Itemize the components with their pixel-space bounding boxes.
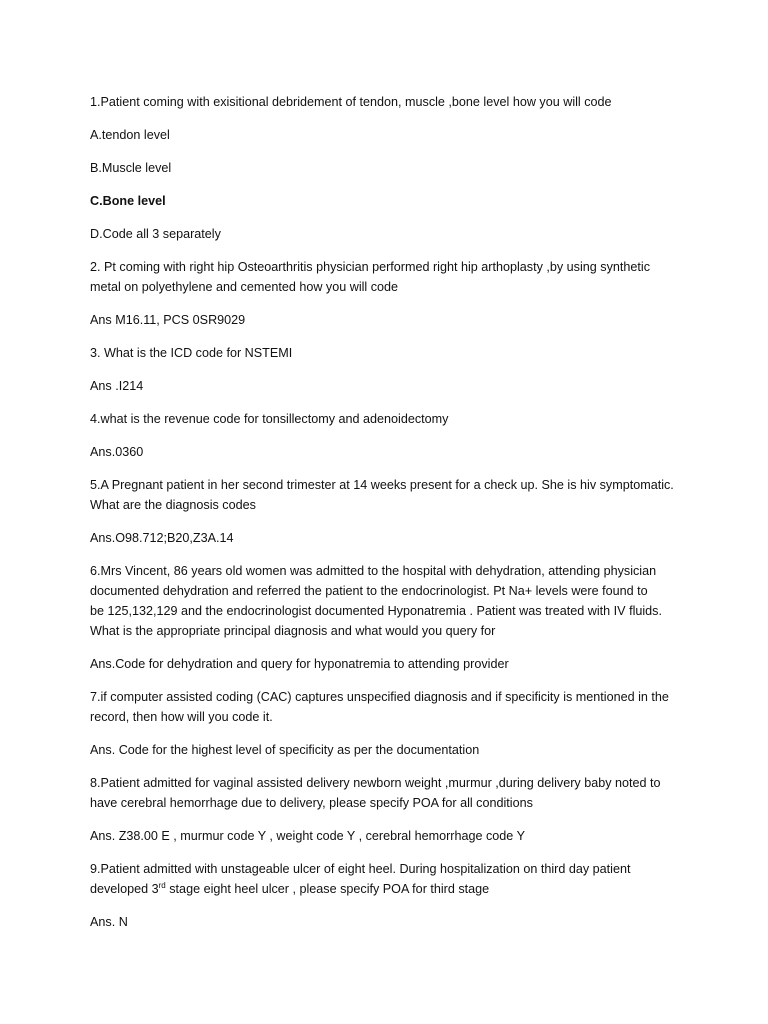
question-3: 3. What is the ICD code for NSTEMI	[90, 346, 293, 360]
answer-9: Ans. N	[90, 915, 128, 929]
question-2	[90, 257, 690, 297]
q6-line-4: What is the appropriate principal diagnosis and what would you query for	[90, 624, 496, 638]
q8-line-2: have cerebral hemorrhage due to delivery, please specify POA for all conditions	[90, 796, 533, 810]
answer-7: Ans. Code for the highest level of specificity as per the documentation	[90, 743, 480, 757]
question-7	[90, 687, 690, 727]
answer-6: Ans.Code for dehydration and query for hyponatremia to attending provider	[90, 657, 509, 671]
q1-option-a: A.tendon level	[90, 128, 170, 142]
q2-line-1: 2. Pt coming with right hip Osteoarthritis physician performed right hip arthoplasty ,by using synthetic	[90, 260, 650, 274]
q1-option-c: C.Bone level	[90, 194, 166, 208]
q6-line-1: 6.Mrs Vincent, 86 years old women was admitted to the hospital with dehydration, attending physician	[90, 564, 657, 578]
answer-8: Ans. Z38.00 E , murmur code Y , weight code Y , cerebral hemorrhage code Y	[90, 829, 525, 843]
question-4: 4.what is the revenue code for tonsillectomy and adenoidectomy	[90, 412, 449, 426]
question-5	[90, 475, 690, 515]
q7-line-2: record, then how will you code it.	[90, 710, 273, 724]
q7-line-1: 7.if computer assisted coding (CAC) captures unspecified diagnosis and if specificity is mentioned in the	[90, 690, 669, 704]
q1-option-b: B.Muscle level	[90, 161, 172, 175]
question-1: 1.Patient coming with exisitional debridement of tendon, muscle ,bone level how you will code	[90, 95, 612, 109]
q5-line-2: What are the diagnosis codes	[90, 498, 256, 512]
q9-ordinal-suffix: rd	[158, 880, 166, 890]
answer-5: Ans.O98.712;B20,Z3A.14	[90, 531, 234, 545]
answer-2: Ans M16.11, PCS 0SR9029	[90, 313, 246, 327]
q8-line-1: 8.Patient admitted for vaginal assisted delivery newborn weight ,murmur ,during delivery baby noted to	[90, 776, 661, 790]
question-9	[90, 859, 690, 899]
q9-line-2-suffix: stage eight heel ulcer , please specify POA for third stage	[165, 882, 490, 896]
answer-4: Ans.0360	[90, 445, 144, 459]
q1-option-d: D.Code all 3 separately	[90, 227, 221, 241]
question-8	[90, 773, 690, 813]
q9-line-2-prefix: developed 3	[90, 882, 159, 896]
q2-line-2: metal on polyethylene and cemented how you will code	[90, 280, 399, 294]
answer-3: Ans .I214	[90, 379, 144, 393]
q6-line-2: documented dehydration and referred the patient to the endocrinologist. Pt Na+ levels were found to	[90, 584, 648, 598]
question-6	[90, 561, 690, 641]
q5-line-1: 5.A Pregnant patient in her second trimester at 14 weeks present for a check up. She is hiv symptomatic.	[90, 478, 674, 492]
q6-line-3: be 125,132,129 and the endocrinologist documented Hyponatremia . Patient was treated with IV fluids.	[90, 604, 662, 618]
q9-line-1: 9.Patient admitted with unstageable ulcer of eight heel. During hospitalization on third day patient	[90, 862, 631, 876]
q9-line-2	[90, 879, 690, 899]
document-body	[90, 92, 690, 945]
